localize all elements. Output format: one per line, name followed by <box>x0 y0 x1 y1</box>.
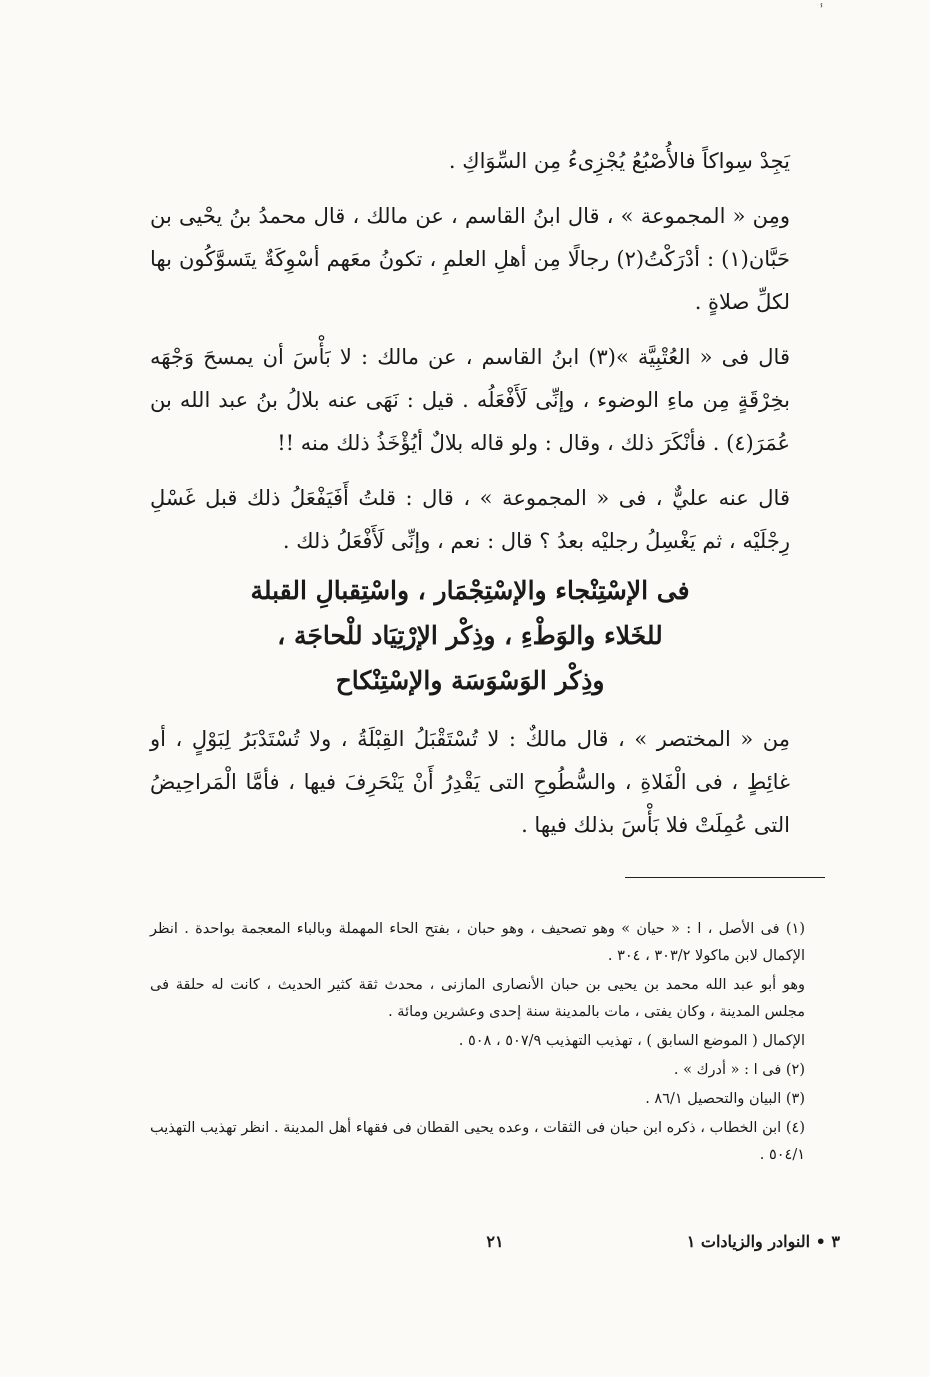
heading-line-2: للخَلاء والوَطْءِ ، وذِكْر الإرْتِيَاد للْحاجَة ، <box>277 621 663 650</box>
section-heading <box>150 568 790 703</box>
running-title: ٣ • النوادر والزيادات ١ <box>686 1232 840 1251</box>
footnotes <box>150 916 805 1169</box>
corner-mark: ⸯ <box>818 4 825 18</box>
footnote-1-ref: الإكمال ( الموضع السابق ) ، تهذيب التهذيب ٥٠٧/٩ ، ٥٠٨ . <box>458 1033 805 1049</box>
paragraph-3: قال فى « العُتْبِيَّة »(٣) ابنُ القاسم ، عن مالك : لا بَأْسَ أن يمسحَ وَجْهَه بخِرْقَةٍ مِن ماءِ الوضوء ، وإنِّى لَأَفْعَلُه . قيل : نَهَى عنه بلالُ بنُ عبد الله بن عُمَرَ(٤) . فأنْكَرَ ذلك ، وقال : ولو قاله بلالٌ أيُؤْخَذُ ذلك منه !! <box>150 345 790 455</box>
main-text <box>150 140 790 563</box>
page-footer <box>150 1232 840 1262</box>
section-paragraph: مِن « المختصر » ، قال مالكٌ : لا تُسْتَقْبَلُ القِبْلَةُ ، ولا تُسْتَدْبَرُ لِبَوْلٍ ، أو غائِطٍ ، فى الْفَلاةِ ، والسُّطُوحِ التى يَقْدِرُ أَنْ يَنْحَرِفَ فيها ، فأمَّا الْمَراحِيضُ التى عُمِلَتْ فلا بَأْسَ بذلك فيها . <box>150 727 790 837</box>
heading-line-3: وذِكْر الوَسْوَسَة والإسْتِنْكاح <box>335 666 605 695</box>
footnote-2: (٢) فى ا : « أدرك » . <box>673 1062 805 1078</box>
footnote-1: (١) فى الأصل ، ا : « حيان » وهو تصحيف ، وهو حبان ، بفتح الحاء المهملة وبالباء المعجمة بواحدة . انظر الإكمال لابن ماكولا ٣٠٣/٢ ، ٣٠٤ . <box>150 921 805 964</box>
page-number: ٢١ <box>486 1232 504 1251</box>
paragraph-1: يَجِدْ سِواكاً فالأُصْبُعُ يُجْزِىءُ مِن السِّوَاكِ . <box>448 149 790 173</box>
heading-line-1: فى الإسْتِنْجاء والإسْتِجْمَار ، واسْتِقبالِ القبلة <box>250 576 690 605</box>
paragraph-4: قال عنه عليٌّ ، فى « المجموعة » ، قال : قلتُ أَفَيَفْعَلُ ذلك قبل غَسْلِ رِجْلَيْه ، ثم يَغْسِلُ رجليْه بعدُ ؟ قال : نعم ، وإنِّى لَأَفْعَلُ ذلك . <box>150 486 790 553</box>
section-text <box>150 718 790 847</box>
footnote-4: (٤) ابن الخطاب ، ذكره ابن حبان فى الثقات ، وعده يحيى القطان فى فقهاء أهل المدينة . انظر تهذيب التهذيب ٥٠٤/١ . <box>150 1120 805 1163</box>
paragraph-2: ومِن « المجموعة » ، قال ابنُ القاسم ، عن مالك ، قال محمدُ بنُ يحْيى بن حَبَّان(١) : أدْرَكْتُ(٢) رجالًا مِن أهلِ العلمِ ، تكونُ معَهم أسْوِكَةٌ يتَسوَّكُون بها لكلِّ صلاةٍ . <box>150 204 790 314</box>
footnote-1-cont: وهو أبو عبد الله محمد بن يحيى بن حبان الأنصارى المازنى ، محدث ثقة كثير الحديث ، كانت له حلقة فى مجلس المدينة ، وكان يفتى ، مات بالمدينة سنة إحدى وعشرين ومائة . <box>150 977 805 1020</box>
footnote-divider <box>625 877 825 878</box>
footnote-3: (٣) البيان والتحصيل ٨٦/١ . <box>645 1091 805 1107</box>
